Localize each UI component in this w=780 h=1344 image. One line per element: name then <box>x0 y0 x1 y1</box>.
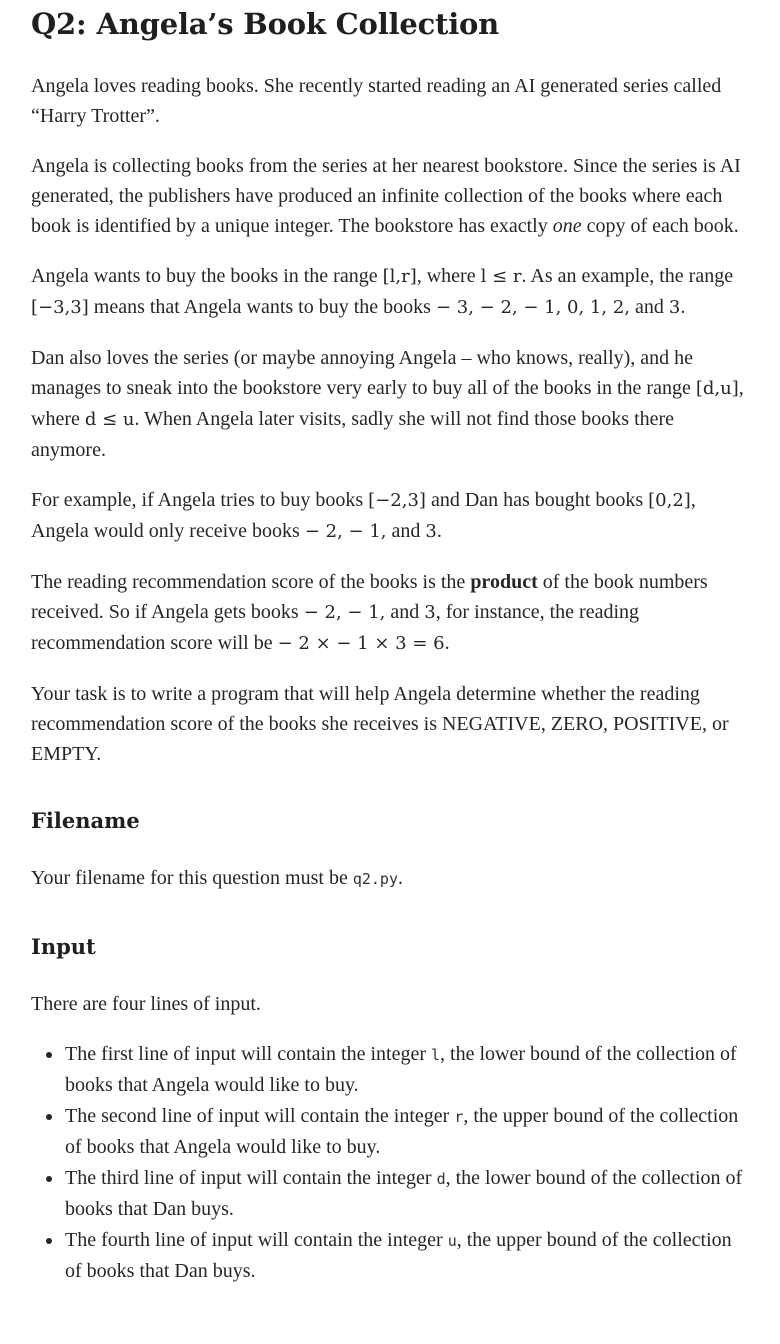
text: Your filename for this question must be <box>31 867 353 889</box>
list-item <box>65 1039 750 1100</box>
inline-code: l <box>431 1046 441 1064</box>
text: The second line of input will contain the integer <box>65 1105 455 1127</box>
text: The reading recommendation score of the books is the <box>31 571 471 593</box>
filename-heading: Filename <box>31 808 140 833</box>
text: , Angela would only receive books <box>31 489 696 542</box>
list-item <box>65 1225 750 1286</box>
task-paragraph: Your task is to write a program that will help Angela determine whether the reading recommendation score of the books she receives is NEGATIVE, ZERO, POSITIVE, or EMPTY. <box>31 683 729 765</box>
list-item <box>65 1101 750 1162</box>
score-paragraph <box>31 567 750 659</box>
input-heading: Input <box>31 934 96 959</box>
text: , the upper bound of the collection of books that Dan buys. <box>65 1229 732 1282</box>
input-list <box>31 1039 750 1286</box>
math-books: − 3, − 2, − 1, 0, 1, 2, <box>435 297 630 318</box>
text: , where <box>31 377 744 430</box>
text: . When Angela later visits, sadly she will not find those books there anymore. <box>31 408 675 461</box>
text: , for instance, the reading recommendation score will be <box>31 601 640 654</box>
text: , the upper bound of the collection of books that Angela would like to buy. <box>65 1105 739 1158</box>
math-dan-range: [d,u] <box>695 378 739 399</box>
dan-paragraph <box>31 343 750 465</box>
emphasis-text: one <box>552 215 582 237</box>
text: . <box>397 867 403 889</box>
text: means that Angela wants to buy the books <box>88 296 436 318</box>
example-paragraph <box>31 485 750 547</box>
text: and <box>386 520 426 542</box>
text: For example, if Angela tries to buy books <box>31 489 369 511</box>
bold-text: product <box>470 571 538 593</box>
text: , the lower bound of the collection of books that Dan buys. <box>65 1167 743 1220</box>
math-range: [l,r] <box>382 266 417 287</box>
text: . <box>436 520 442 542</box>
inline-code: u <box>447 1232 457 1250</box>
inline-code: r <box>454 1108 464 1126</box>
text: and <box>385 601 425 623</box>
text: . <box>680 296 686 318</box>
text: Angela wants to buy the books in the range <box>31 265 383 287</box>
text: copy of each book. <box>581 215 739 237</box>
math-expression: − 2 × − 1 × 3 = 6 <box>277 633 445 654</box>
bullet-icon <box>46 1052 52 1058</box>
bookstore-paragraph <box>31 151 750 241</box>
bullet-icon <box>46 1114 52 1120</box>
filename-paragraph <box>31 863 750 894</box>
text: . <box>444 632 450 654</box>
input-intro: There are four lines of input. <box>31 993 261 1015</box>
list-item <box>65 1163 750 1224</box>
text: , the lower bound of the collection of books that Angela would like to buy. <box>65 1043 737 1096</box>
text: Dan also loves the series (or maybe annoying Angela – who knows, really), and he manages to sneak into the bookstore very early to buy all of the books in the range <box>31 347 696 399</box>
text: and <box>630 296 669 318</box>
text: of the book numbers received. So if Angela gets books <box>31 571 708 623</box>
text: Angela is collecting books from the series at her nearest bookstore. Since the series is AI generated, the publishers have produced an infinite collection of the books where each book is identified by a unique integer. The bookstore has exactly <box>31 155 741 237</box>
math-dan-bought-range: [0,2] <box>648 490 691 511</box>
math-last-book: 3 <box>424 602 436 623</box>
math-condition: l ≤ r <box>480 266 522 287</box>
text: The first line of input will contain the integer <box>65 1043 432 1065</box>
angela-range-paragraph <box>31 261 750 323</box>
math-angela-range: [−2,3] <box>368 490 426 511</box>
text: The third line of input will contain the integer <box>65 1167 437 1189</box>
bullet-icon <box>46 1238 52 1244</box>
intro-paragraph: Angela loves reading books. She recently started reading an AI generated series called “Harry Trotter”. <box>31 75 722 127</box>
math-example-range: [−3,3] <box>31 297 89 318</box>
math-dan-condition: d ≤ u <box>84 409 135 430</box>
text: , where <box>416 265 481 287</box>
text: and Dan has bought books <box>425 489 649 511</box>
page-title: Q2: Angela’s Book Collection <box>31 7 500 41</box>
text: . As an example, the range <box>521 265 734 287</box>
inline-code: d <box>436 1170 446 1188</box>
math-last-book: 3 <box>425 521 437 542</box>
filename-code: q2.py <box>352 870 398 888</box>
math-last-book: 3 <box>668 297 681 318</box>
text: The fourth line of input will contain the integer <box>65 1229 448 1251</box>
math-received-books: − 2, − 1, <box>304 521 387 542</box>
bullet-icon <box>46 1176 52 1182</box>
math-books: − 2, − 1, <box>303 602 386 623</box>
